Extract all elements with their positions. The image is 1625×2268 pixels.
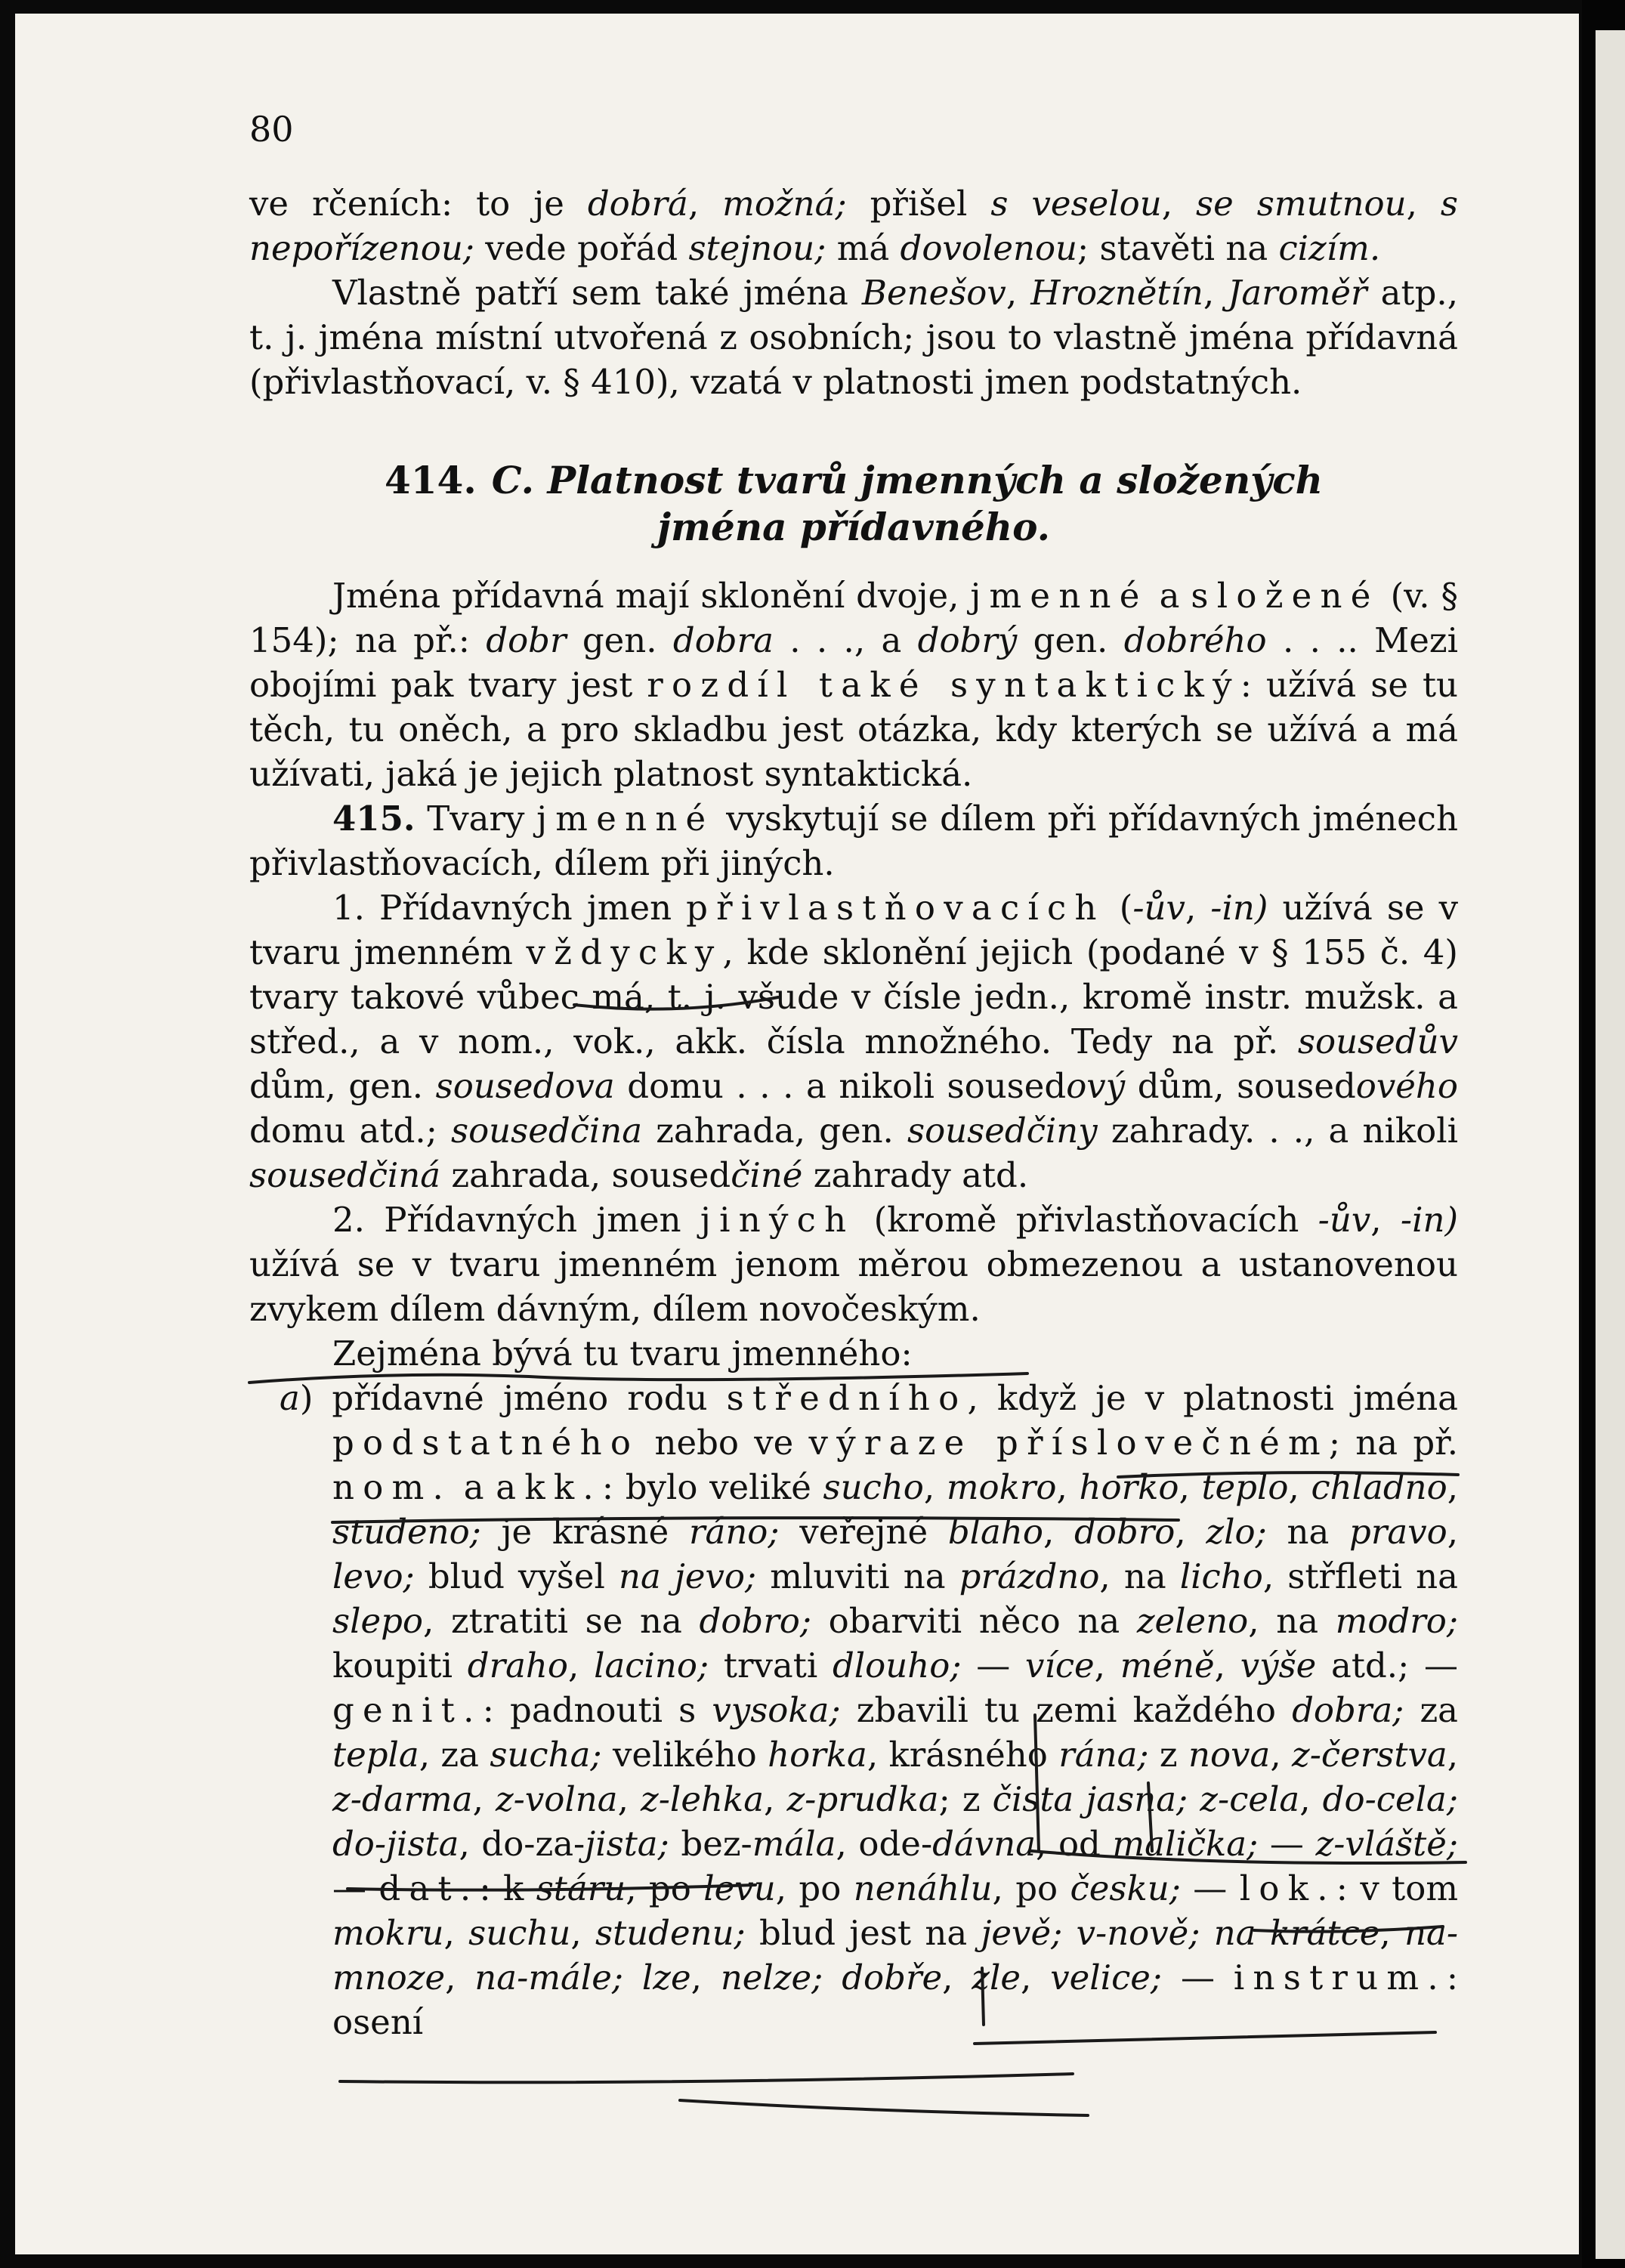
section-414-body: Jména přídavná mají sklonění dvoje, jmenné a složené (v. § 154); na př.: dobr gen. dobra . . ., a dobrý gen. dobrého . . .. Mezi obojími pak tvary jest rozdíl také syntaktický: užívá se tu těch, tu oněch, a pro skladbu jest otázka, kdy kterých se užívá a má užívati, jaká je jejich platnost syntaktická. <box>249 576 1459 794</box>
page-number: 80 <box>249 109 294 150</box>
section-415-number: 415. <box>332 799 416 839</box>
section-415-item-2: 2. Přídavných jmen jiných (kromě přivlastňovacích -ův, -in) užívá se v tvaru jmenném jenom měrou obmezenou a ustanovenou zvykem dílem dávným, dílem novočeským. <box>249 1200 1458 1329</box>
facing-page-edge <box>1596 30 1625 2259</box>
section-415-item-1: 1. Přídavných jmen přivlastňovacích (-ův, -in) užívá se v tvaru jmenném vždycky, kde sklonění jejich (podané v § 155 č. 4) tvary takové vůbec má, t. j. všude v čísle jedn., kromě instr. mužsk. a střed., a v nom., vok., akk. čísla množného. Tedy na př. sousedův dům, gen. sousedova domu . . . a nikoli sousedový dům, sousedového domu atd.; sousedčina zahrada, gen. sousedčiny zahrady. . ., a nikoli sousedčiná zahrada, sousedčiné zahrady atd. <box>249 888 1459 1195</box>
page-text <box>249 181 1458 2044</box>
section-415-item-a: a) přídavné jméno rodu středního, když je v platnosti jména podstatného nebo ve výraze příslovečném; na př. nom. a akk.: bylo veliké sucho, mokro, horko, teplo, chladno, studeno; je krásné ráno; veřejné blaho, dobro, zlo; na pravo, levo; blud vyšel na jevo; mluviti na prázdno, na licho, střfleti na slepo, ztratiti se na dobro; obarviti něco na zeleno, na modro; koupiti draho, lacino; trvati dlouho; — více, méně, výše atd.; — genit.: padnouti s vysoka; zbavili tu zemi každého dobra; za tepla, za sucha; velikého horka, krásného rána; z nova, z-čerstva, z-darma, z-volna, z-lehka, z-prudka; z čista jasna; z-cela, do-cela; do-jista, do-za-jista; bez-mála, ode-dávna, od malička; — z-vláště; — dat.: k stáru, po levu, po nenáhlu, po česku; — lok.: v tom mokru, suchu, studenu; blud jest na jevě; v-nově; na krátce, na-mnoze, na-mále; lze, nelze; dobře, zle, velice; — instrum.: osení <box>280 1378 1459 2042</box>
section-414-number: 414. <box>384 458 477 502</box>
paragraph-rceni: ve rčeních: to je dobrá, možná; přišel s veselou, se smutnou, s nepořízenou; vede pořád stejnou; má dovolenou; stavěti na cizím. <box>249 184 1459 268</box>
paragraph-vlastne: Vlastně patří sem také jména Benešov, Hroznětín, Jaroměř atp., t. j. jména místní utvořená z osobních; jsou to vlastně jména přídavná (přivlastňovací, v. § 410), vzatá v platnosti jmen podstatných. <box>249 273 1459 402</box>
section-415-item-2b: Zejména bývá tu tvaru jmenného: <box>332 1333 913 1373</box>
section-414-heading: 414. C. Platnost tvarů jmenných a složených jména přídavného. <box>384 458 1324 549</box>
section-415-intro: 415. Tvary jmenné vyskytují se dílem při přídavných jménech přivlastňovacích, dílem při jiných. <box>249 799 1458 883</box>
